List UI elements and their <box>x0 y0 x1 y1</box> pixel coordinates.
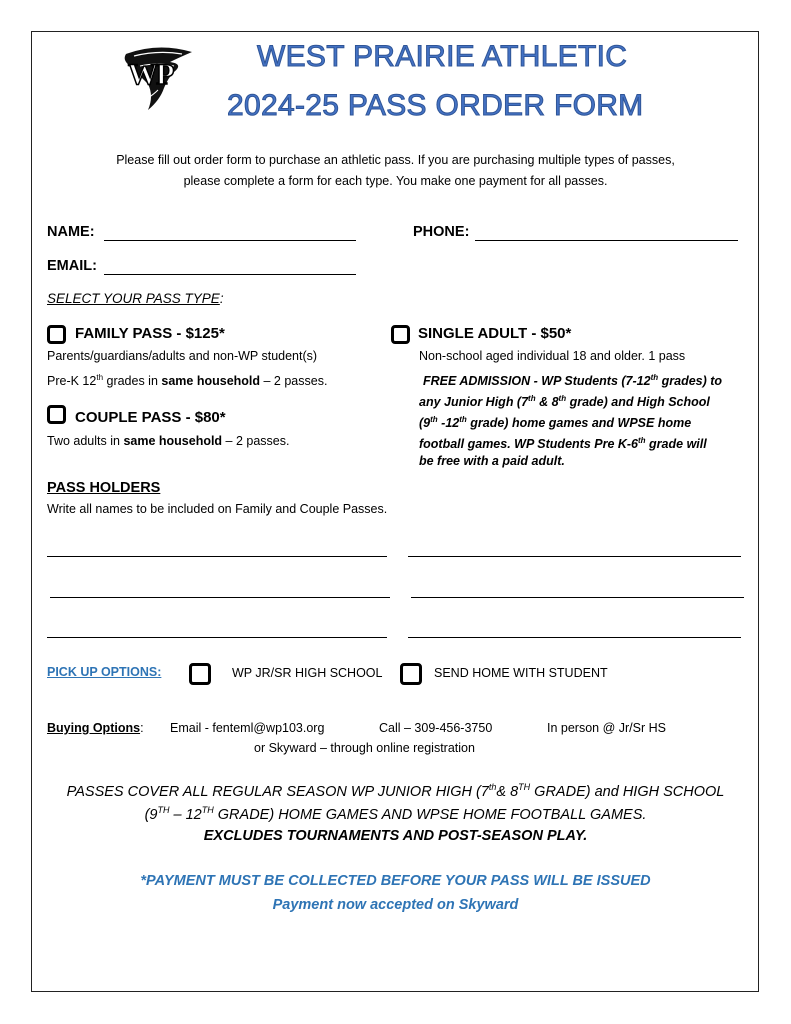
couple-pass-checkbox[interactable] <box>47 405 66 424</box>
phone-label: PHONE: <box>413 224 470 240</box>
page-title-line1: WEST PRAIRIE ATHLETIC <box>257 40 628 73</box>
buying-options-label: Buying Options: <box>47 721 144 735</box>
intro-line2: please complete a form for each type. You make one payment for all passes. <box>183 174 608 188</box>
logo-text: WP <box>128 58 173 91</box>
free-admission-line5: be free with a paid adult. <box>419 454 565 468</box>
free-admission-line1: FREE ADMISSION - WP Students (7-12th grades) to <box>423 373 723 389</box>
single-adult-title: SINGLE ADULT - $50* <box>418 325 572 342</box>
buying-in-person: In person @ Jr/Sr HS <box>547 721 666 735</box>
couple-pass-title: COUPLE PASS - $80* <box>75 409 226 426</box>
pass-holder-line-3[interactable] <box>50 597 390 598</box>
page-title-line2: 2024-25 PASS ORDER FORM <box>227 89 644 122</box>
pass-holders-heading: PASS HOLDERS <box>47 480 161 496</box>
single-adult-checkbox[interactable] <box>391 325 410 344</box>
free-admission-line4: football games. WP Students Pre K-6th grade will <box>419 436 707 452</box>
email-label: EMAIL: <box>47 258 97 274</box>
pass-holder-line-5[interactable] <box>47 637 387 638</box>
name-label: NAME: <box>47 224 95 240</box>
payment-skyward: Payment now accepted on Skyward <box>272 897 519 913</box>
payment-notice: *PAYMENT MUST BE COLLECTED BEFORE YOUR PASS WILL BE ISSUED <box>140 873 651 889</box>
pass-holders-instruction: Write all names to be included on Family and Couple Passes. <box>47 502 388 516</box>
free-admission-line2: any Junior High (7th & 8th grade) and High School <box>419 394 710 410</box>
couple-pass-desc: Two adults in same household – 2 passes. <box>47 434 290 448</box>
send-home-checkbox[interactable] <box>400 663 422 685</box>
family-pass-checkbox[interactable] <box>47 325 66 344</box>
pass-holder-line-2[interactable] <box>408 556 741 557</box>
pass-holder-line-6[interactable] <box>408 637 741 638</box>
email-field[interactable] <box>104 274 356 275</box>
single-adult-desc: Non-school aged individual 18 and older. 1 pass <box>419 349 686 363</box>
pickup-school-checkbox[interactable] <box>189 663 211 685</box>
select-pass-type-heading: SELECT YOUR PASS TYPE: <box>47 291 224 306</box>
pickup-school-label: WP JR/SR HIGH SCHOOL <box>232 666 383 680</box>
intro-line1: Please fill out order form to purchase an athletic pass. If you are purchasing multiple types of passes, <box>116 153 675 167</box>
send-home-label: SEND HOME WITH STUDENT <box>434 666 608 680</box>
phone-field[interactable] <box>475 240 738 241</box>
free-admission-line3: (9th -12th grade) home games and WPSE home <box>419 415 692 431</box>
coverage-line1: PASSES COVER ALL REGULAR SEASON WP JUNIOR HIGH (7th& 8TH GRADE) and HIGH SCHOOL <box>66 782 725 800</box>
family-pass-title: FAMILY PASS - $125* <box>75 325 225 342</box>
pass-holder-line-1[interactable] <box>47 556 387 557</box>
pickup-options-label: PICK UP OPTIONS: <box>47 665 162 679</box>
family-pass-desc2: Pre-K 12th grades in same household – 2 passes. <box>47 373 328 389</box>
buying-skyward: or Skyward – through online registration <box>254 741 475 755</box>
buying-call: Call – 309-456-3750 <box>379 721 493 735</box>
family-pass-desc1: Parents/guardians/adults and non-WP student(s) <box>47 349 318 363</box>
buying-email: Email - fenteml@wp103.org <box>170 721 325 735</box>
coverage-line2: (9TH – 12TH GRADE) HOME GAMES AND WPSE HOME FOOTBALL GAMES. <box>144 805 647 823</box>
pass-holder-line-4[interactable] <box>411 597 744 598</box>
name-field[interactable] <box>104 240 356 241</box>
tornado-logo-icon <box>118 44 196 116</box>
coverage-line3: EXCLUDES TOURNAMENTS AND POST-SEASON PLAY. <box>203 828 588 844</box>
